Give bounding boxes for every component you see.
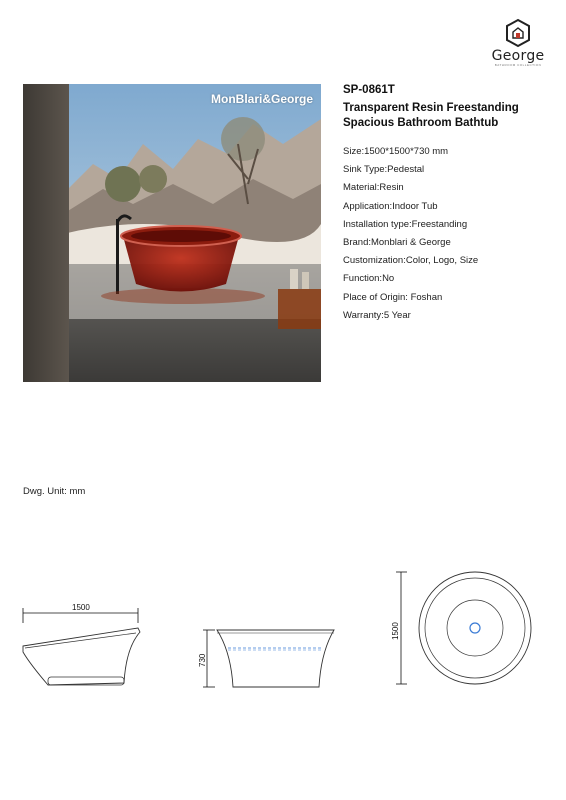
product-spec-panel [343,84,553,325]
side-width-label: 1500 [72,603,90,612]
brand-logo [488,18,548,68]
spec-size: Size:1500*1500*730 mm [343,146,449,157]
spec-function: Function:No [343,273,395,285]
top-view-drawing [385,566,535,691]
photo-brand-watermark: MonBlari&George [211,92,314,106]
house-hexagon-icon [505,18,531,48]
product-title-line1: Transparent Resin Freestanding [343,102,519,114]
spec-application: Application:Indoor Tub [343,200,438,212]
front-height-label: 730 [198,653,207,667]
spec-origin: Place of Origin: Foshan [343,291,443,303]
bathtub-scene-image [23,84,321,382]
product-photo [23,84,321,382]
product-title [343,101,553,131]
product-title-line2: Spacious Bathroom Bathtub [343,117,499,129]
spec-sink-type: Sink Type:Pedestal [343,164,425,176]
front-view-drawing [195,624,340,694]
drain-icon [470,623,480,633]
logo-wordmark: George [491,48,545,64]
spec-customization: Customization:Color, Logo, Size [343,255,479,267]
spec-brand: Brand:Monblari & George [343,237,451,249]
spec-installation: Installation type:Freestanding [343,218,468,230]
spec-material: Material:Resin [343,182,404,194]
drawing-unit-label: Dwg. Unit: mm [23,486,86,497]
top-diameter-label: 1500 [391,622,400,640]
logo-tagline: BATHROOM COLLECTION [494,63,542,67]
product-model: SP-0861T [343,84,395,96]
spec-list [343,143,553,325]
spec-warranty: Warranty:5 Year [343,309,411,321]
side-view-drawing [18,598,148,693]
